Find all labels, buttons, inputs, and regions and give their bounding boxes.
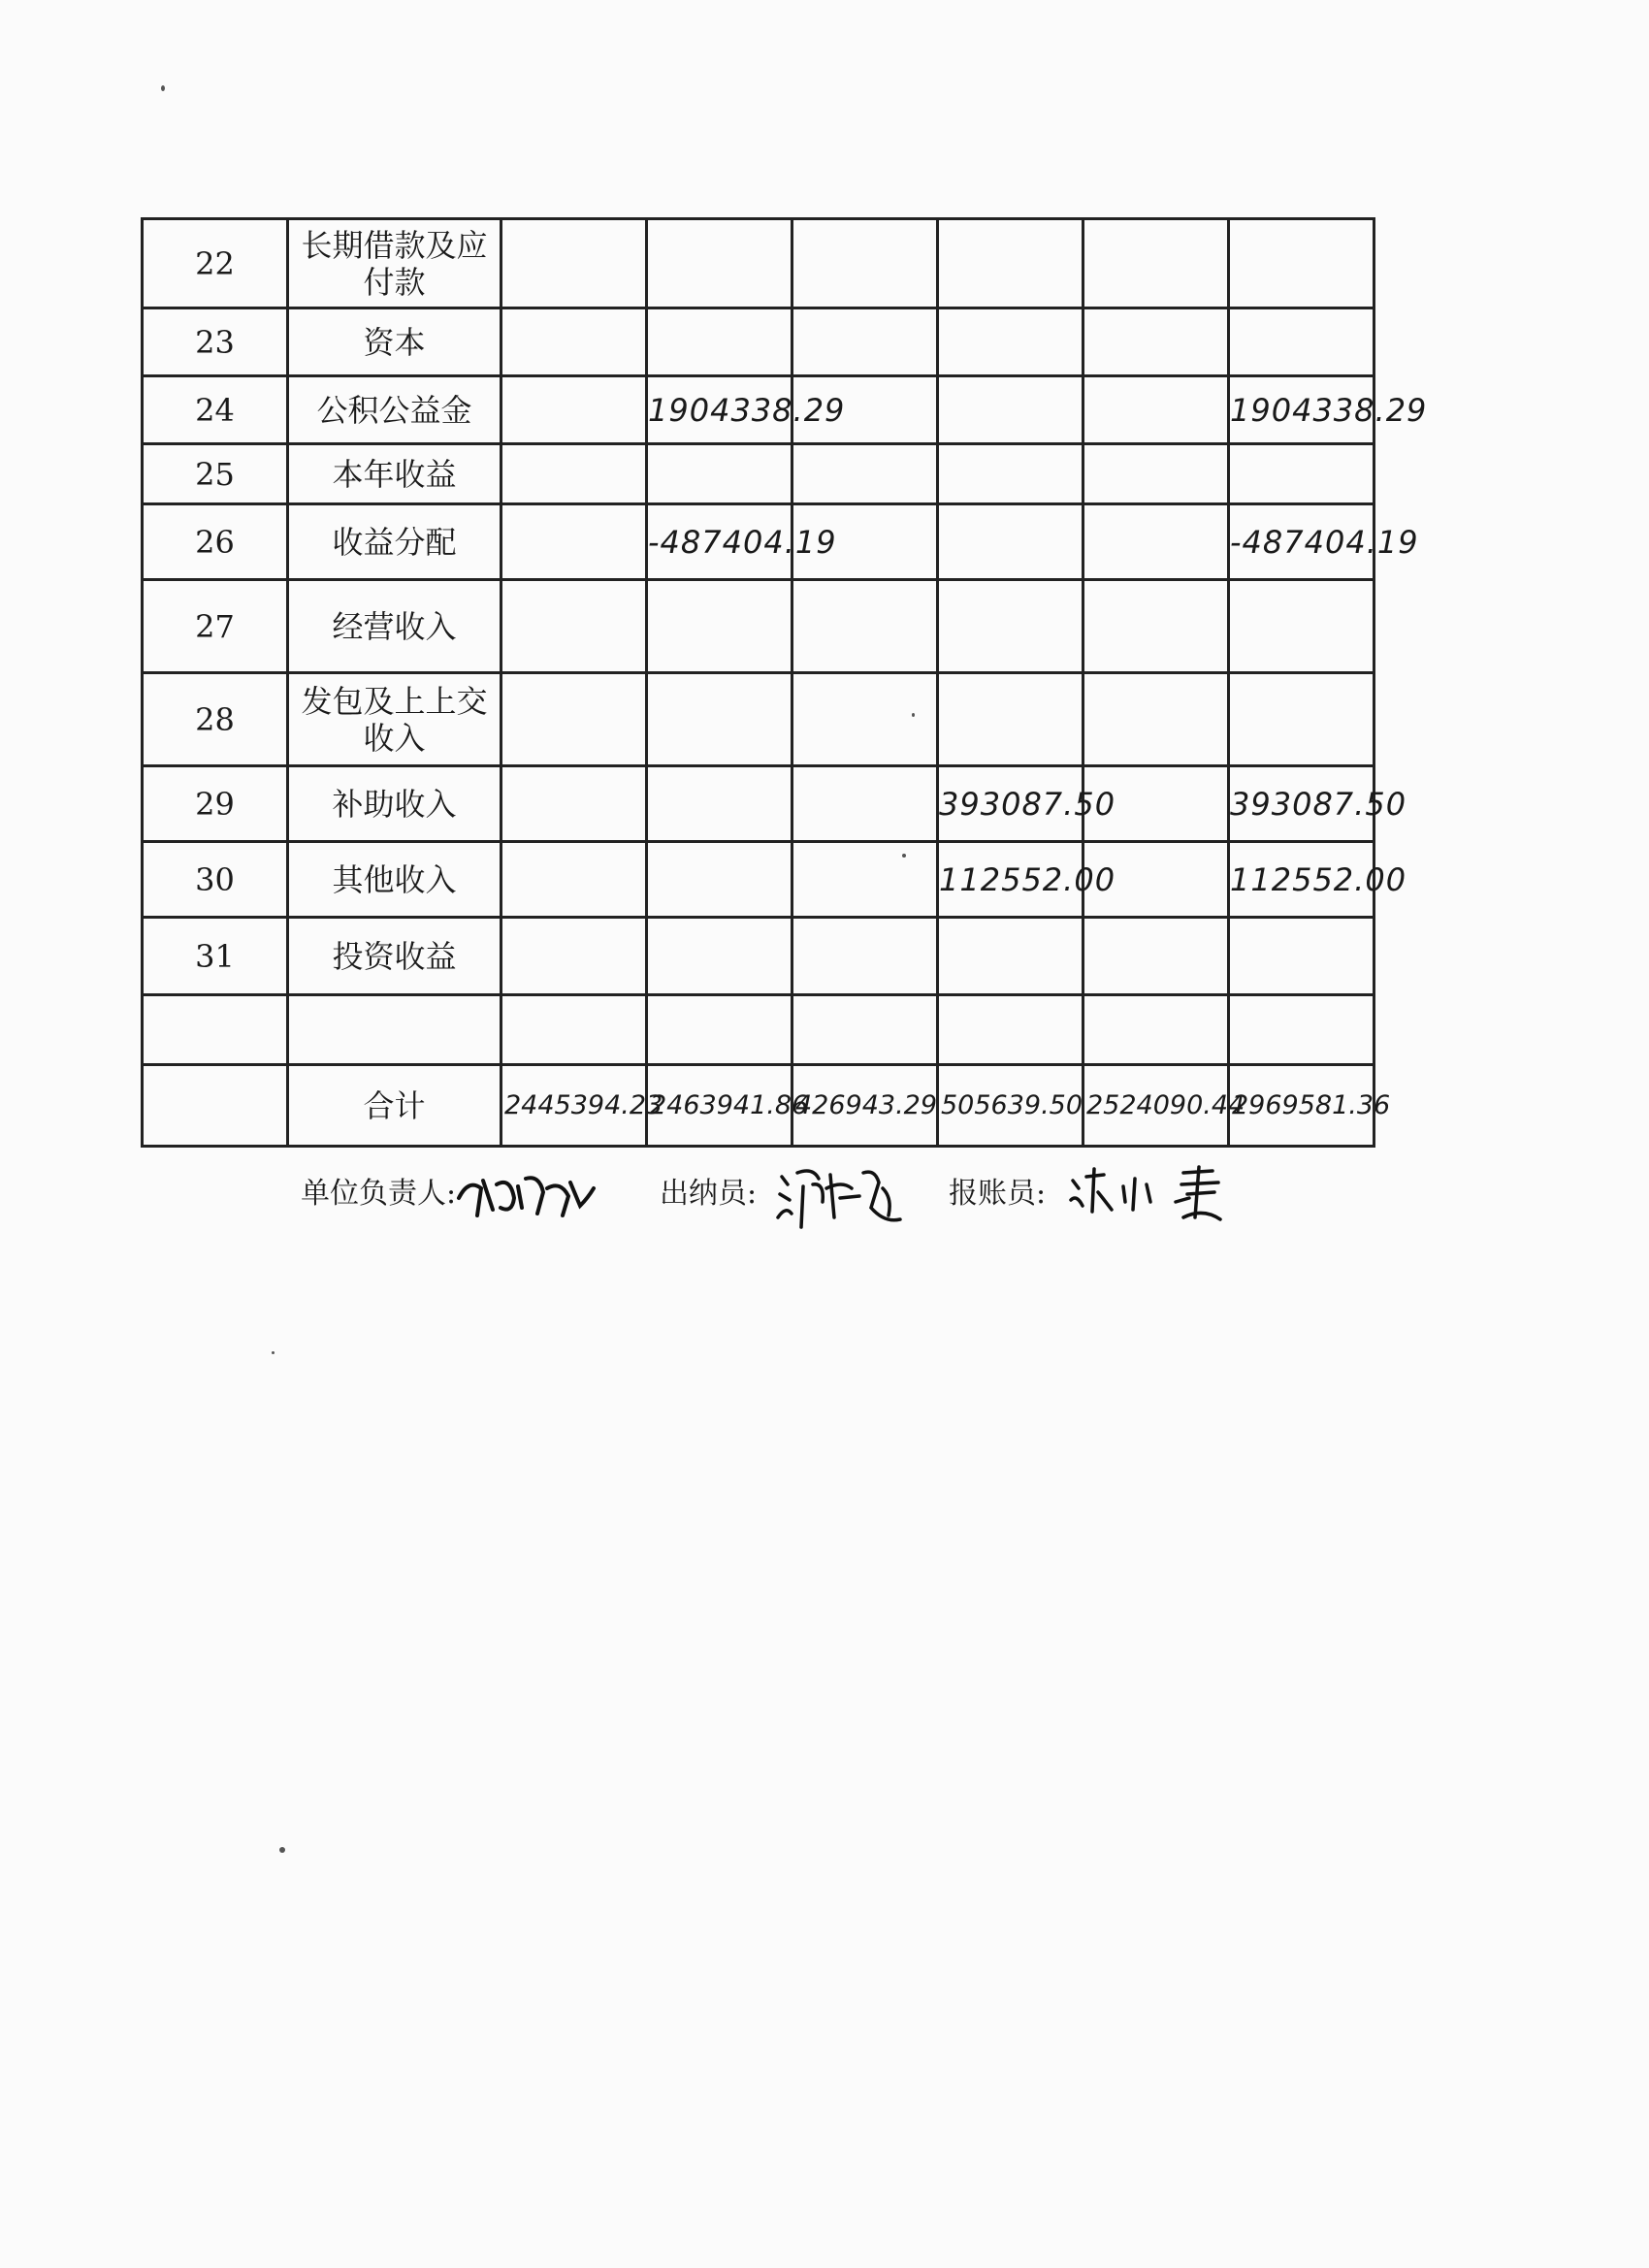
row-number: 27 — [143, 580, 288, 673]
amount-cell — [938, 376, 1083, 444]
amount-cell — [501, 219, 647, 308]
table-row — [143, 308, 1374, 376]
amount-cell — [938, 918, 1083, 995]
row-number: 31 — [143, 918, 288, 995]
row-number: 22 — [143, 219, 288, 308]
signature-line — [301, 1159, 1251, 1227]
amount-cell — [647, 308, 792, 376]
amount-cell — [501, 376, 647, 444]
amount-cell: -487404.19 — [647, 504, 792, 580]
total-amount-cell: 505639.50 — [938, 1065, 1083, 1147]
item-name: 发包及上上交收入 — [288, 673, 501, 766]
amount-cell — [792, 918, 938, 995]
amount-cell — [501, 308, 647, 376]
amount-cell — [501, 918, 647, 995]
scan-speck — [902, 854, 906, 858]
table-row — [143, 995, 1374, 1065]
table-row — [143, 918, 1374, 995]
amount-cell — [647, 842, 792, 918]
amount-cell — [647, 766, 792, 842]
total-amount-cell: 2524090.44 — [1083, 1065, 1229, 1147]
row-number — [143, 995, 288, 1065]
ledger-body — [143, 219, 1428, 1147]
item-name: 投资收益 — [288, 918, 501, 995]
amount-cell: 393087.50 — [938, 766, 1083, 842]
table-row — [143, 376, 1374, 444]
amount-cell — [792, 842, 938, 918]
accountant-signature — [1067, 1159, 1242, 1227]
amount-cell — [792, 995, 938, 1065]
item-name: 收益分配 — [288, 504, 501, 580]
scan-speck — [272, 1351, 275, 1354]
amount-cell — [1083, 219, 1229, 308]
row-number — [143, 1065, 288, 1147]
amount-cell — [1229, 918, 1374, 995]
item-name: 公积公益金 — [288, 376, 501, 444]
item-name: 资本 — [288, 308, 501, 376]
total-label: 合计 — [288, 1065, 501, 1147]
amount-cell — [938, 673, 1083, 766]
ledger-table — [141, 217, 1428, 1148]
scan-speck — [912, 713, 915, 717]
scan-speck — [279, 1847, 285, 1853]
amount-cell — [1083, 308, 1229, 376]
table-row — [143, 842, 1374, 918]
amount-cell — [792, 580, 938, 673]
amount-cell — [1083, 444, 1229, 504]
amount-cell — [1083, 376, 1229, 444]
row-number: 25 — [143, 444, 288, 504]
amount-cell — [792, 219, 938, 308]
table-row — [143, 504, 1374, 580]
amount-cell — [647, 580, 792, 673]
amount-cell — [1229, 580, 1374, 673]
amount-cell: 112552.00 — [1229, 842, 1374, 918]
amount-cell: -487404.19 — [1229, 504, 1374, 580]
amount-cell — [938, 308, 1083, 376]
item-name: 补助收入 — [288, 766, 501, 842]
amount-cell — [938, 219, 1083, 308]
cashier-label: 出纳员: — [660, 1177, 758, 1211]
amount-cell — [1083, 995, 1229, 1065]
amount-cell — [501, 504, 647, 580]
cashier-signature — [774, 1159, 920, 1237]
amount-cell — [938, 504, 1083, 580]
amount-cell: 112552.00 — [938, 842, 1083, 918]
amount-cell — [647, 219, 792, 308]
row-number: 24 — [143, 376, 288, 444]
table-row — [143, 219, 1374, 308]
amount-cell — [501, 673, 647, 766]
amount-cell — [1229, 673, 1374, 766]
unit-head-label: 单位负责人: — [301, 1177, 457, 1211]
amount-cell — [938, 995, 1083, 1065]
amount-cell — [1083, 580, 1229, 673]
total-amount-cell: 2463941.86 — [647, 1065, 792, 1147]
amount-cell: 1904338.29 — [647, 376, 792, 444]
amount-cell: 393087.50 — [1229, 766, 1374, 842]
row-number: 30 — [143, 842, 288, 918]
amount-cell — [501, 995, 647, 1065]
scan-speck — [161, 85, 165, 91]
table-row — [143, 673, 1374, 766]
row-number: 29 — [143, 766, 288, 842]
table-row — [143, 444, 1374, 504]
amount-cell — [1229, 444, 1374, 504]
unit-head-signature — [454, 1159, 599, 1227]
amount-cell — [647, 995, 792, 1065]
amount-cell — [647, 918, 792, 995]
amount-cell — [1229, 219, 1374, 308]
item-name: 长期借款及应付款 — [288, 219, 501, 308]
row-number: 28 — [143, 673, 288, 766]
amount-cell — [1229, 995, 1374, 1065]
amount-cell — [501, 580, 647, 673]
item-name: 其他收入 — [288, 842, 501, 918]
item-name: 经营收入 — [288, 580, 501, 673]
amount-cell: 1904338.29 — [1229, 376, 1374, 444]
item-name: 本年收益 — [288, 444, 501, 504]
total-row — [143, 1065, 1374, 1147]
amount-cell — [792, 444, 938, 504]
amount-cell — [1083, 918, 1229, 995]
row-number: 23 — [143, 308, 288, 376]
amount-cell — [501, 766, 647, 842]
table-row — [143, 580, 1374, 673]
total-amount-cell: 2969581.36 — [1229, 1065, 1374, 1147]
amount-cell — [501, 842, 647, 918]
total-amount-cell: 426943.29 — [792, 1065, 938, 1147]
amount-cell — [647, 444, 792, 504]
amount-cell — [792, 673, 938, 766]
total-amount-cell: 2445394.23 — [501, 1065, 647, 1147]
amount-cell — [1083, 673, 1229, 766]
amount-cell — [938, 580, 1083, 673]
amount-cell — [792, 766, 938, 842]
table-row — [143, 766, 1374, 842]
item-name — [288, 995, 501, 1065]
amount-cell — [1229, 308, 1374, 376]
amount-cell — [501, 444, 647, 504]
row-number: 26 — [143, 504, 288, 580]
amount-cell — [647, 673, 792, 766]
amount-cell — [938, 444, 1083, 504]
amount-cell — [792, 308, 938, 376]
accountant-label: 报账员: — [949, 1177, 1047, 1211]
amount-cell — [1083, 504, 1229, 580]
